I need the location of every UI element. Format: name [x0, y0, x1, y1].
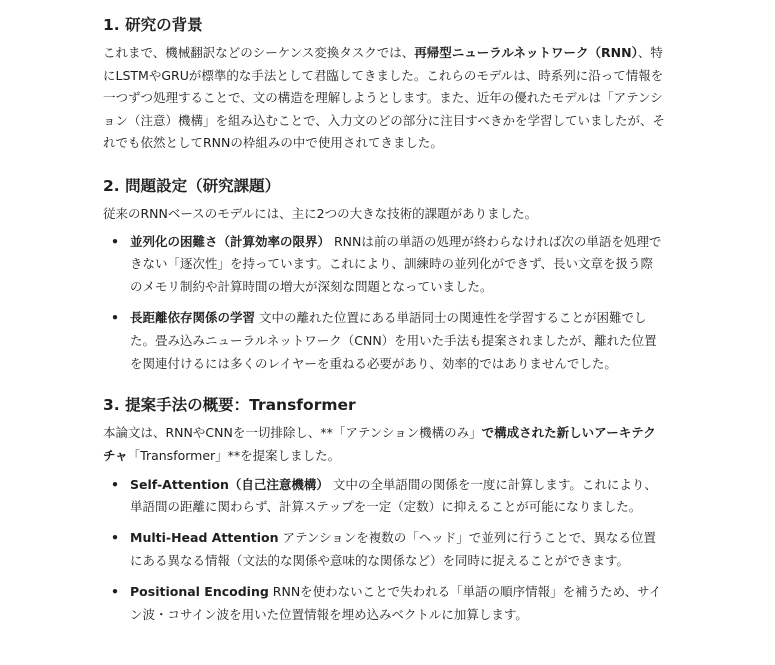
list-item-term: Self-Attention（自己注意機構） [130, 476, 329, 492]
list-item-text: RNNを使わないことで失われる「単語の順序情報」を補うため、サイン波・コサイン波を用いた位置情報を埋め込みベクトルに加算します。 [130, 583, 662, 622]
list-item [103, 474, 665, 520]
list-item [103, 581, 665, 627]
list-item [103, 527, 665, 573]
paragraph-text: 、特にLSTMやGRUが標準的な手法として君臨してきました。これらのモデルは、時系列に沿って情報を一つずつ処理することで、文の構造を理解しようとします。また、近年の優れたモデルは「アテンション（注意）機構」を組み込むことで、入力文のどの部分に注目すべきかを学習していましたが、それでも依然としてRNNの枠組みの中で使用されてきました。 [103, 45, 666, 151]
section-heading-background: 1. 研究の背景 [103, 16, 203, 34]
section-intro-method [103, 422, 665, 467]
list-item [103, 231, 665, 299]
section-intro-problem: 従来のRNNベースのモデルには、主に2つの大きな技術的課題がありました。 [103, 205, 538, 221]
method-list [103, 474, 665, 627]
list-item-term: 長距離依存関係の学習 [130, 309, 256, 325]
bullet-icon: • [111, 476, 119, 492]
bullet-icon: • [111, 530, 119, 546]
problem-list [103, 231, 665, 376]
list-item-term: Positional Encoding [130, 583, 269, 599]
bullet-icon: • [111, 309, 119, 325]
paragraph-bold-term: で構成された新しいアーキテクチャ [103, 425, 656, 463]
paragraph-text: 本論文は、RNNやCNNを一切排除し、**「アテンション機構のみ」 [103, 425, 482, 441]
list-item [103, 307, 665, 375]
section-paragraph-background [103, 42, 665, 155]
list-item-term: Multi-Head Attention [130, 530, 279, 546]
section-heading-method: 3. 提案手法の概要：Transformer [103, 396, 356, 415]
section-heading-problem: 2. 問題設定（研究課題） [103, 176, 281, 195]
list-item-text: 文中の全単語間の関係を一度に計算します。これにより、単語間の距離に関わらず、計算ステップを一定（定数）に抑えることが可能になりました。 [130, 476, 657, 515]
list-item-text: 文中の離れた位置にある単語同士の関連性を学習することが困難でした。畳み込みニューラルネットワーク（CNN）を用いた手法も提案されましたが、離れた位置を関連付けるには多くのレイヤーを重ねる必要があり、効率的ではありませんでした。 [130, 309, 657, 371]
list-item-text: RNNは前の単語の処理が終わらなければ次の単語を処理できない「逐次性」を持っています。これにより、訓練時の並列化ができず、長い文章を扱う際のメモリ制約や計算時間の増大が深刻な問題となっていました。 [130, 233, 662, 295]
bullet-icon: • [111, 233, 119, 249]
paragraph-text: 「Transformer」**を提案しました。 [127, 447, 341, 463]
list-item-term: 並列化の困難さ（計算効率の限界） [130, 233, 331, 249]
paragraph-text: これまで、機械翻訳などのシーケンス変換タスクでは、 [103, 45, 415, 60]
bullet-icon: • [111, 583, 119, 599]
paragraph-bold-term: 再帰型ニューラルネットワーク（RNN） [414, 45, 638, 60]
list-item-text: アテンションを複数の「ヘッド」で並列に行うことで、異なる位置にある異なる情報（文法的な関係や意味的な関係など）を同時に捉えることができます。 [130, 530, 657, 568]
